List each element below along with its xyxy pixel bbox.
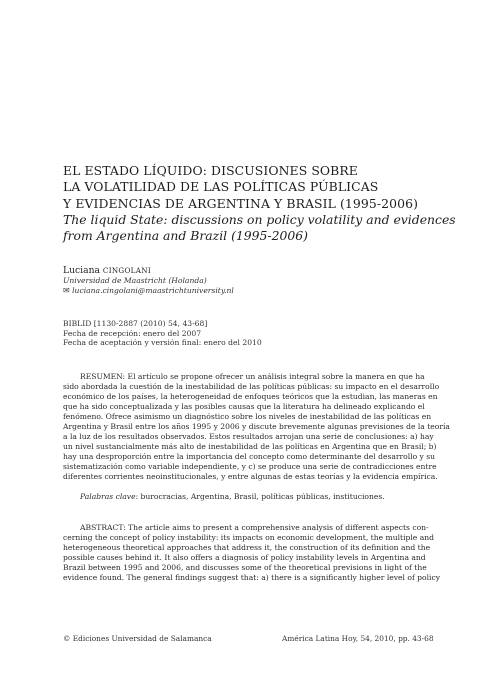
resumen-line: a la luz de los resultados observados. Estos resultados arrojan una serie de conclusiones: a) hay [63, 432, 434, 441]
spanish-title-line: EL ESTADO LÍQUIDO: DISCUSIONES SOBRE [63, 163, 358, 178]
email-address: luciana.cingolani@maastrichtuniversity.nl [72, 286, 234, 295]
abstract-line: Brazil between 1995 and 2006, and discusses some of the theoretical previsions in light of the [63, 563, 427, 572]
english-title [63, 212, 456, 245]
keywords-text: : burocracias, Argentina, Brasil, políticas públicas, instituciones. [135, 492, 385, 501]
keywords [80, 492, 385, 501]
resumen-line: sido abordada la cuestión de la inestabilidad de las políticas públicas: su impacto en el desarrollo [63, 382, 440, 391]
resumen-line: un nivel sustancialmente más alto de inestabilidad de las políticas en Argentina que en Brasil; b) [63, 442, 437, 451]
author-name [63, 265, 151, 276]
abstract-line: evidence found. The general findings suggest that: a) there is a significantly higher level of policy [63, 573, 441, 582]
resumen-line: económico de los países, la heterogeneidad de enfoques teóricos que la estudian, las maneras en [63, 392, 438, 401]
keywords-label: Palabras clave [80, 492, 136, 501]
accepted-date: Fecha de aceptación y versión final: enero del 2010 [63, 338, 262, 348]
english-title-line: from Argentina and Brazil (1995-2006) [63, 228, 308, 244]
author-email [63, 286, 234, 295]
abstract-line: possible causes behind it. It also offers a diagnosis of policy instability levels in Argentina and [63, 553, 426, 562]
resumen-paragraph [63, 372, 450, 482]
author-last-name: CINGOLANI [102, 266, 151, 275]
english-title-line: The liquid State: discussions on policy volatility and evidences [63, 212, 456, 227]
resumen-line: que ha sido conceptualizada y las posibles causas que la literatura ha delineado explicando el [63, 402, 425, 411]
spanish-title-line: LA VOLATILIDAD DE LAS POLÍTICAS PÚBLICAS [63, 179, 379, 195]
biblid-line: BIBLID [1130-2887 (2010) 54, 43-68] [63, 319, 208, 328]
resumen-line: Argentina y Brasil entre los años 1995 y 2006 y discute brevemente algunas previsiones de la teoría [63, 422, 450, 431]
abstract-line: heterogeneous theoretical approaches that address it, the construction of its definition and the [63, 543, 431, 552]
envelope-icon: ✉ [63, 286, 70, 295]
abstract-paragraph [63, 523, 441, 583]
spanish-title [63, 163, 433, 212]
footer-citation: América Latina Hoy, 54, 2010, pp. 43-68 [282, 634, 434, 643]
resumen-line: hay una desproporción entre la importancia del concepto como determinante del desarrollo y su [63, 452, 436, 461]
footer-publisher: © Ediciones Universidad de Salamanca [63, 634, 212, 643]
abstract-line: cerning the concept of policy instability: its impacts on economic development, the multiple and [63, 533, 434, 542]
resumen-line: RESUMEN: El artículo se propone ofrecer un análisis integral sobre la manera en que ha [80, 372, 425, 381]
resumen-line: diferentes corrientes neoinstitucionales, y entre algunas de estas teorías y la evidencia empírica. [63, 472, 438, 481]
spanish-title-line: Y EVIDENCIAS DE ARGENTINA Y BRASIL (1995-2006) [63, 195, 419, 211]
bibliographic-info [63, 319, 262, 348]
resumen-line: fenómeno. Ofrece asimismo un diagnóstico sobre los niveles de inestabilidad de las políticas en [63, 412, 432, 421]
resumen-line: sistematización como variable independiente, y c) se produce una serie de contradicciones entre [63, 462, 437, 471]
author-first-name: Luciana [63, 265, 103, 276]
abstract-line: ABSTRACT: The article aims to present a comprehensive analysis of different aspects con- [80, 523, 429, 532]
received-date: Fecha de recepción: enero del 2007 [63, 328, 202, 338]
author-affiliation: Universidad de Maastricht (Holanda) [63, 276, 207, 285]
